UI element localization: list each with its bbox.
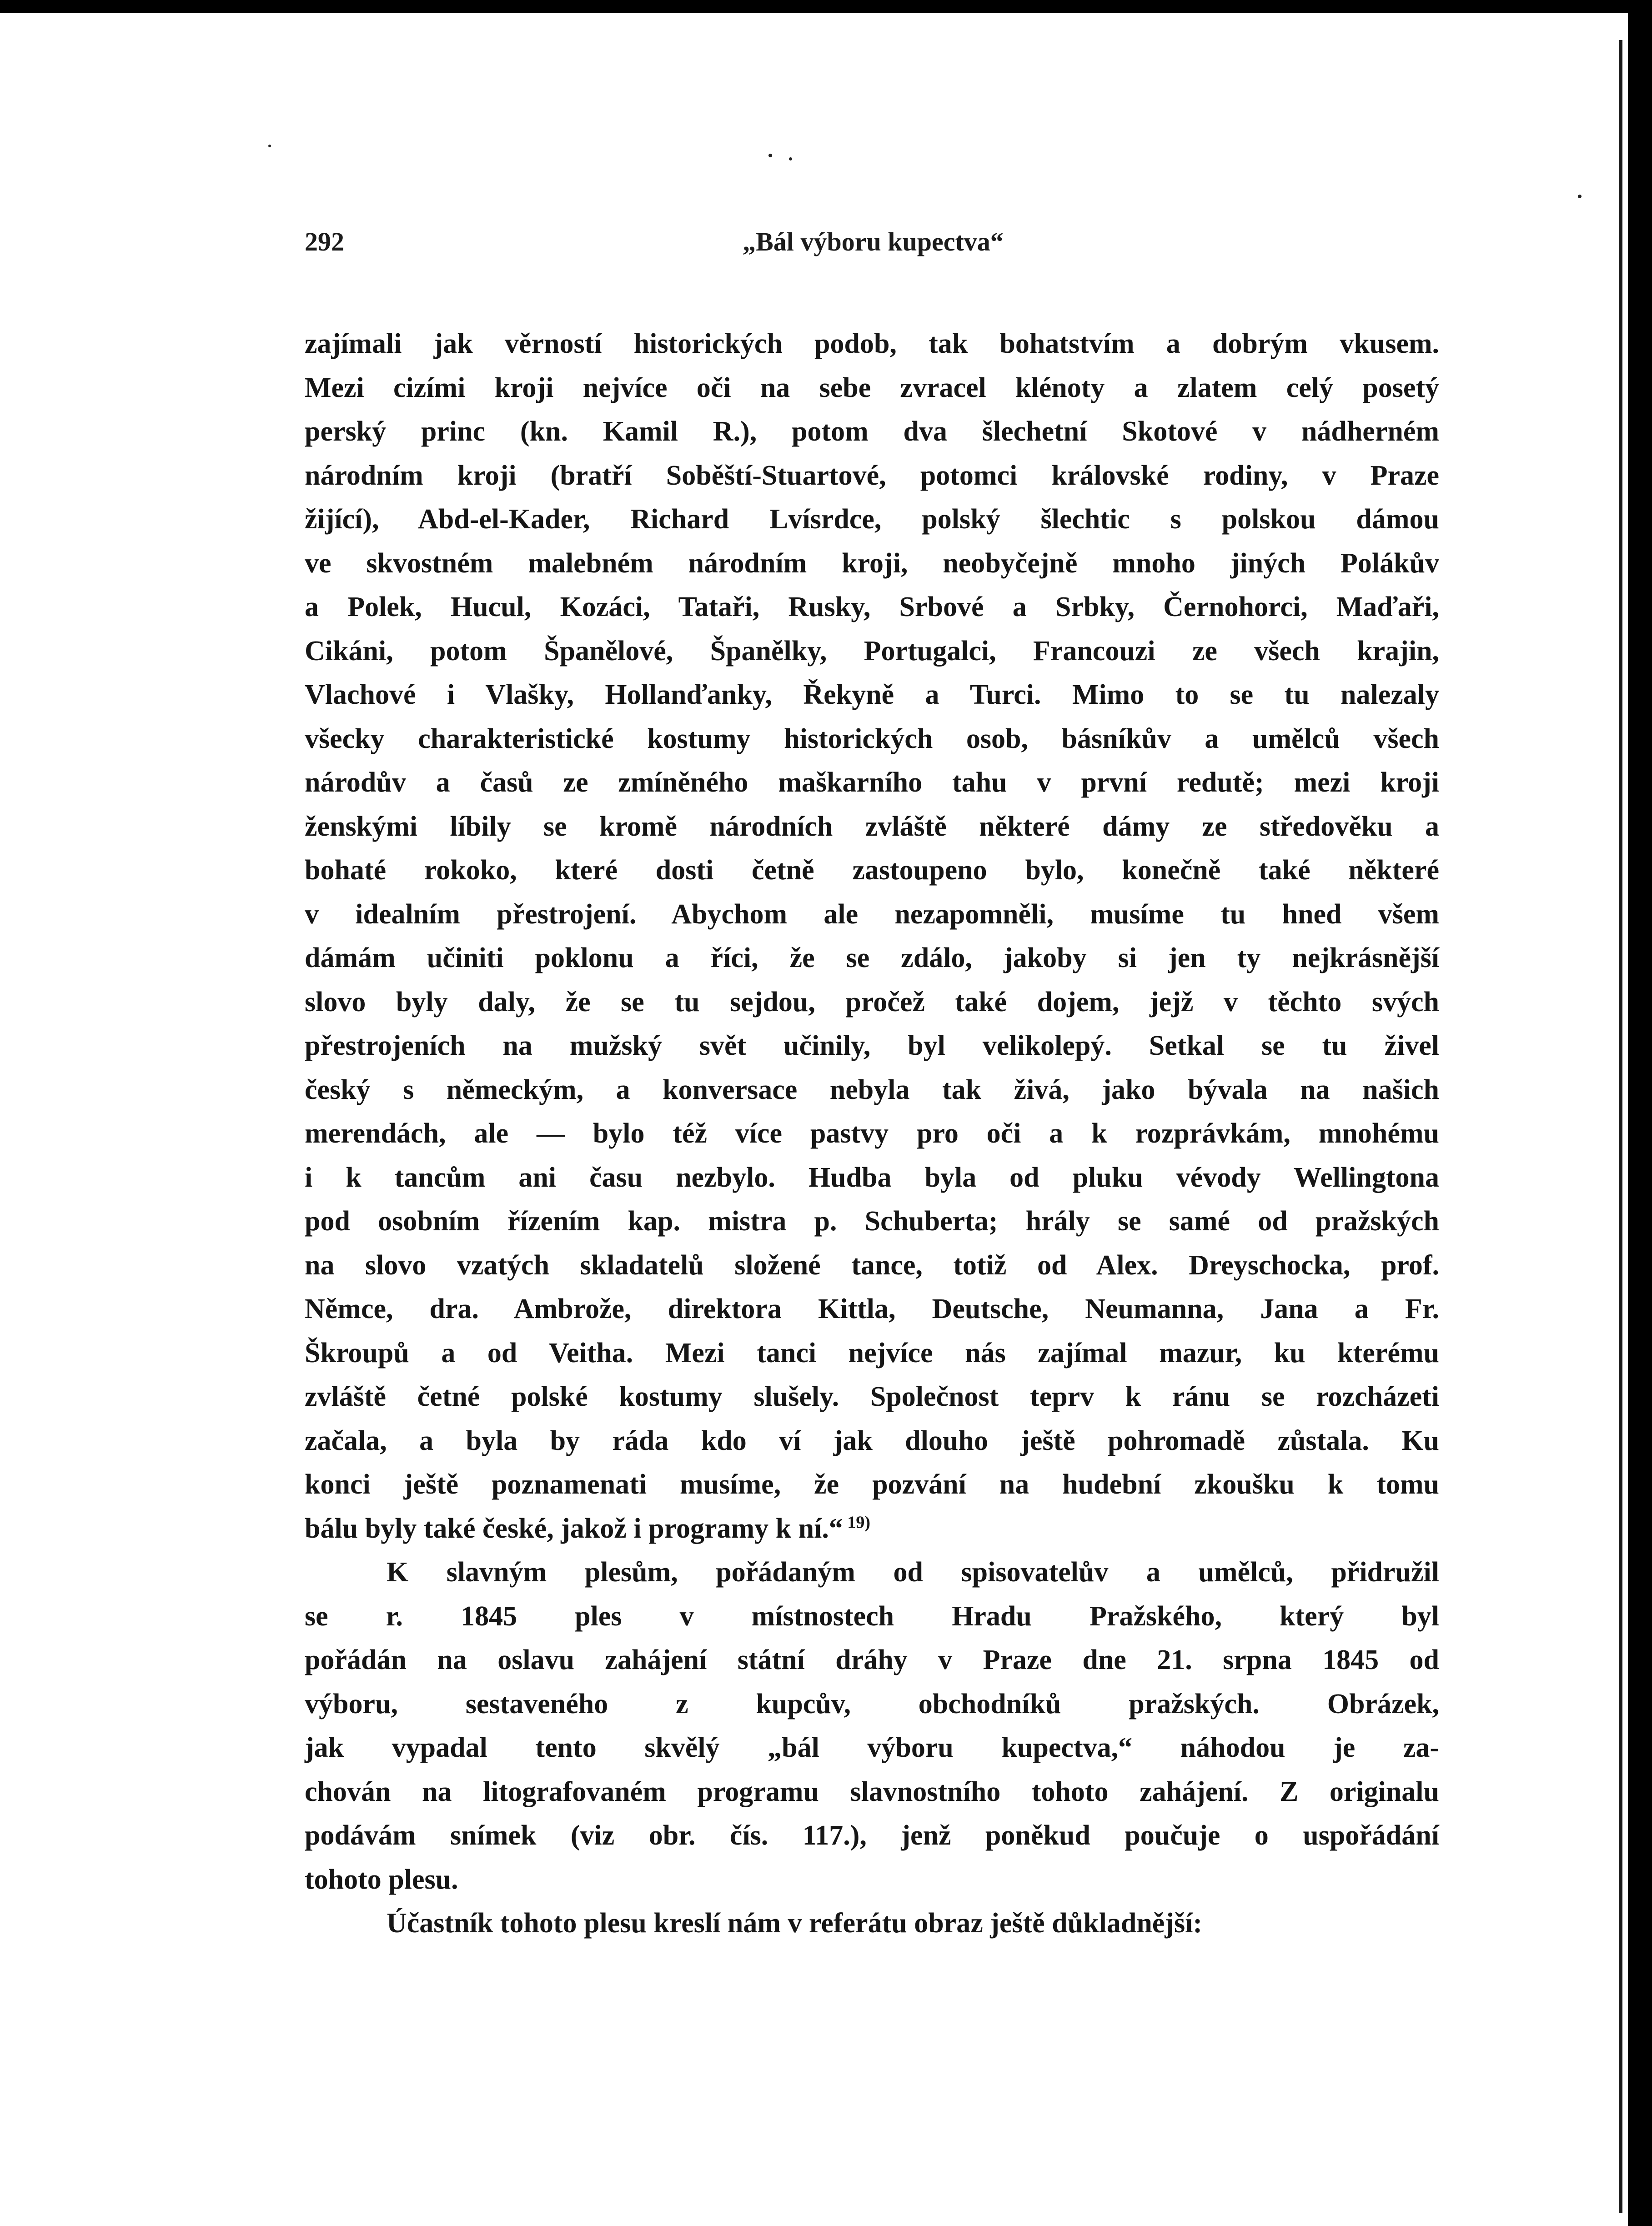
text-line: ženskými líbily se kromě národních zvláště některé dámy ze středověku a — [305, 811, 1439, 842]
text-line: žijící), Abd-el-Kader, Richard Lvísrdce, polský šlechtic s polskou dámou — [305, 504, 1439, 535]
text-line: Účastník tohoto plesu kreslí nám v referátu obraz ještě důkladnější: — [387, 1908, 1202, 1939]
text-line: Škroupů a od Veitha. Mezi tanci nejvíce nás zajímal mazur, ku kterému — [305, 1337, 1439, 1369]
text-line: český s německým, a konversace nebyla tak živá, jako bývala na našich — [305, 1074, 1439, 1105]
text-line: Cikáni, potom Španělové, Španělky, Portugalci, Francouzi ze všech krajin, — [305, 635, 1439, 667]
text-line: národním kroji (bratří Soběští-Stuartové, potomci královské rodiny, v Praze — [305, 460, 1439, 491]
text-line: národův a časů ze zmíněného maškarního tahu v první redutě; mezi kroji — [305, 767, 1439, 798]
text-line: a Polek, Hucul, Kozáci, Tataři, Rusky, Srbové a Srbky, Černohorci, Maďaři, — [305, 592, 1439, 622]
body-text — [305, 322, 1439, 1945]
footnote-ref: 19) — [843, 1512, 870, 1532]
scanned-page — [0, 13, 1628, 2226]
page-edge-rule — [1619, 40, 1622, 2213]
text-line: zvláště četné polské kostumy slušely. Společnost teprv k ránu se rozcházeti — [305, 1381, 1439, 1412]
text-line: K slavným plesům, pořádaným od spisovatelův a umělců, přidružil — [387, 1557, 1439, 1588]
text-line: pod osobním řízením kap. mistra p. Schuberta; hrály se samé od pražských — [305, 1206, 1439, 1237]
scan-speck — [1578, 195, 1582, 198]
text-line: Mezi cizími kroji nejvíce oči na sebe zvracel klénoty a zlatem celý posetý — [305, 372, 1439, 403]
text-line: ve skvostném malebném národním kroji, neobyčejně mnoho jiných Polákův — [305, 547, 1439, 579]
text-line: začala, a byla by ráda kdo ví jak dlouho ještě pohromadě zůstala. Ku — [305, 1425, 1439, 1456]
text-line: na slovo vzatých skladatelů složené tance, totiž od Alex. Dreyschocka, prof. — [305, 1249, 1439, 1281]
text-line: výboru, sestaveného z kupcův, obchodníků pražských. Obrázek, — [305, 1688, 1439, 1720]
text-line: v idealním přestrojení. Abychom ale nezapomněli, musíme tu hned všem — [305, 898, 1439, 930]
text-line: merendách, ale — bylo též více pastvy pro oči a k rozprávkám, mnohému — [305, 1118, 1439, 1149]
text-line: bohaté rokoko, které dosti četně zastoupeno bylo, konečně také některé — [305, 855, 1439, 886]
page-number: 292 — [305, 227, 344, 256]
text-line: zajímali jak věrností historických podob, tak bohatstvím a dobrým vkusem. — [305, 328, 1439, 359]
running-title: „Bál výboru kupectva“ — [743, 227, 1004, 256]
text-line: tohoto plesu. — [305, 1864, 458, 1895]
scan-speck — [789, 157, 792, 160]
text-line: konci ještě poznamenati musíme, že pozvání na hudební zkoušku k tomu — [305, 1469, 1439, 1500]
text-line: pořádán na oslavu zahájení státní dráhy v Praze dne 21. srpna 1845 od — [305, 1644, 1439, 1675]
text-line: chován na litografovaném programu slavnostního tohoto zahájení. Z originalu — [305, 1776, 1439, 1807]
text-line: podávám snímek (viz obr. čís. 117.), jenž poněkud poučuje o uspořádání — [305, 1820, 1439, 1851]
text-line: Němce, dra. Ambrože, direktora Kittla, Deutsche, Neumanna, Jana a Fr. — [305, 1293, 1439, 1324]
text-line: přestrojeních na mužský svět učinily, byl velikolepý. Setkal se tu živel — [305, 1030, 1439, 1061]
text-line: se r. 1845 ples v místnostech Hradu Pražského, který byl — [305, 1600, 1439, 1632]
scan-speck — [768, 154, 772, 157]
text-line: jak vypadal tento skvělý „bál výboru kupectva,“ náhodou je za- — [305, 1732, 1439, 1763]
text-line: i k tancům ani času nezbylo. Hudba byla od pluku vévody Wellingtona — [305, 1162, 1439, 1193]
text-line: všecky charakteristické kostumy historických osob, básníkův a umělců všech — [305, 723, 1439, 754]
text-line: dámám učiniti poklonu a říci, že se zdálo, jakoby si jen ty nejkrásnější — [305, 943, 1439, 973]
text-line: bálu byly také české, jakož i programy k ní.“ $^{19)}$ — [305, 1512, 870, 1544]
text-line: slovo byly daly, že se tu sejdou, pročež také dojem, jejž v těchto svých — [305, 986, 1439, 1018]
text-line: Vlachové i Vlašky, Hollanďanky, Řekyně a Turci. Mimo to se tu nalezaly — [305, 679, 1439, 710]
scan-speck — [268, 145, 271, 147]
text-line: perský princ (kn. Kamil R.), potom dva šlechetní Skotové v nádherném — [305, 416, 1439, 447]
